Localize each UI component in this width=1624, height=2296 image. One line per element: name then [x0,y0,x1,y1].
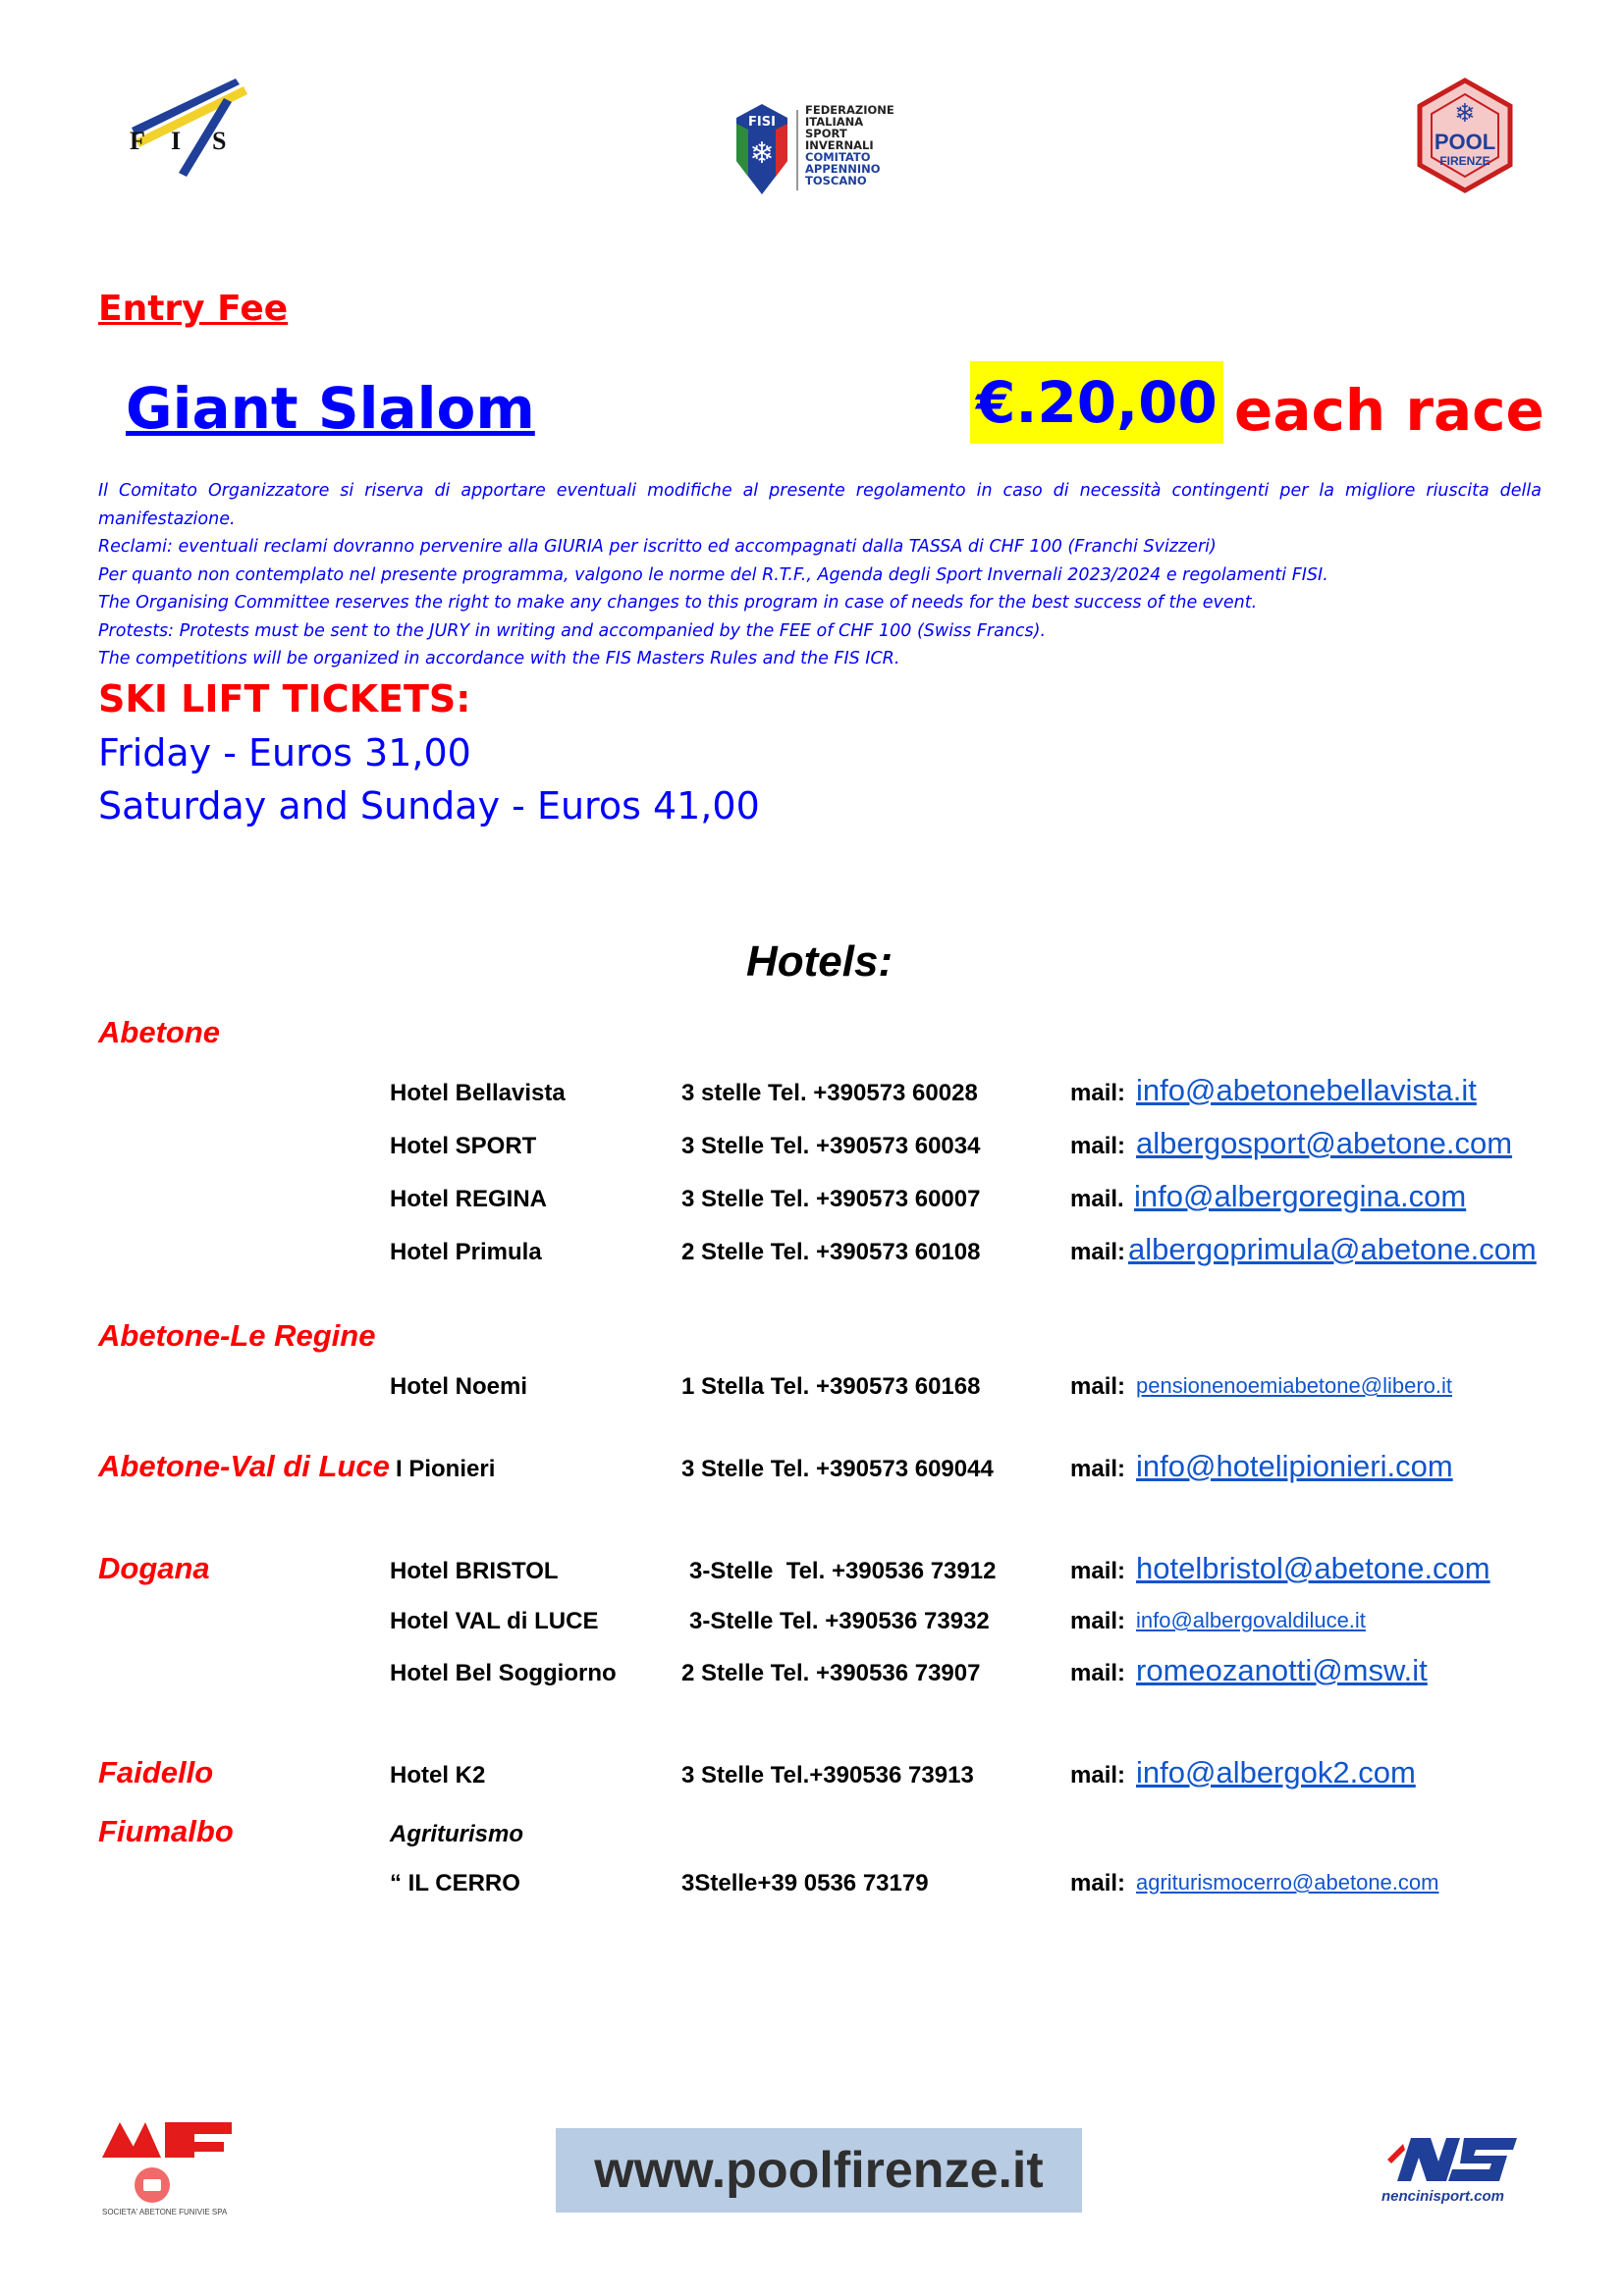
hotel-name: “ IL CERRO [390,1870,520,1896]
hotel-phone: 3 Stelle Tel. +390573 609044 [681,1456,994,1482]
fisi-line: FEDERAZIONE [805,103,894,117]
location-abetone: Abetone [98,1015,220,1049]
pool-logo-text: FIRENZE [1439,154,1490,168]
fis-letter-f: F [130,127,145,155]
abetone-logo-caption: SOCIETA' ABETONE FUNIVIE SPA [102,2208,228,2216]
fisi-line: COMITATO [805,150,871,164]
hotel-name: Agriturismo [390,1821,524,1847]
ski-lift-weekend: Saturday and Sunday - Euros 41,00 [98,784,760,828]
mail-label: mail: [1070,1239,1126,1265]
hotel-name: Hotel BRISTOL [390,1558,559,1584]
hotel-email-link[interactable]: info@abetonebellavista.it [1136,1073,1477,1107]
hotel-phone: 3-Stelle Tel. +390536 73912 [689,1558,997,1584]
location-dogana: Dogana [98,1551,210,1585]
hotel-phone: 2 Stelle Tel. +390573 60108 [681,1239,981,1265]
fisi-line: SPORT [805,127,847,140]
price-per-race: each race [1234,377,1544,444]
entry-fee-heading: Entry Fee [98,289,289,329]
nencini-caption: nencinisport.com [1381,2188,1505,2205]
hotel-name: Hotel Primula [390,1239,542,1265]
hotel-phone: 1 Stella Tel. +390573 60168 [681,1373,981,1400]
hotels-title: Hotels: [746,937,893,986]
hotel-email-link[interactable]: hotelbristol@abetone.com [1136,1551,1490,1585]
hotel-phone: 2 Stelle Tel. +390536 73907 [681,1660,981,1686]
hotel-email-link[interactable]: albergosport@abetone.com [1136,1126,1513,1160]
fis-letter-i: I [171,127,182,155]
mail-label: mail: [1070,1080,1126,1106]
location-faidello: Faidello [98,1755,214,1789]
mail-label: mail: [1070,1608,1126,1634]
mail-label: mail: [1070,1762,1126,1789]
hotel-name: Hotel Bellavista [390,1080,566,1106]
mail-label: mail: [1070,1456,1126,1482]
regulation-notes [98,477,1542,673]
mail-label: mail. [1070,1186,1124,1212]
hotel-email-link[interactable]: agriturismocerro@abetone.com [1136,1870,1439,1895]
hotel-phone: 3 stelle Tel. +390573 60028 [681,1080,978,1106]
hotel-email-link[interactable]: info@albergok2.com [1136,1755,1416,1789]
ski-lift-friday: Friday - Euros 31,00 [98,731,471,774]
mail-label: mail: [1070,1660,1126,1686]
fis-logo [110,71,247,179]
note-line: Reclami: eventuali reclami dovranno pervenire alla GIURIA per iscritto ed accompagnati dalla TASSA di CHF 100 (Franchi Svizzeri) [98,537,1217,557]
hotel-email-link[interactable]: info@albergoregina.com [1134,1179,1467,1213]
hotel-name: Hotel VAL di LUCE [390,1608,599,1634]
price-value: €.20,00 [970,361,1223,444]
mail-label: mail: [1070,1558,1126,1584]
nencini-sport-logo [1370,2130,1537,2209]
website-link[interactable]: www.poolfirenze.it [594,2142,1044,2199]
mail-label: mail: [1070,1373,1126,1400]
pool-firenze-logo [1412,77,1518,194]
mail-label: mail: [1070,1133,1126,1159]
fis-letter-s: S [212,127,227,155]
note-line: Protests: Protests must be sent to the JURY in writing and accompanied by the FEE of CHF 100 (Swiss Francs). [98,620,1047,641]
race-name: Giant Slalom [126,375,535,442]
hotel-email-link[interactable]: albergoprimula@abetone.com [1128,1232,1537,1266]
ski-lift-title: SKI LIFT TICKETS: [98,677,471,721]
note-line: Il Comitato Organizzatore si riserva di apportare eventuali modifiche al presente regolamento in caso di necessità contingenti per la migliore riuscita della manifestazione. [98,481,1542,529]
fisi-logo [729,100,954,198]
hotel-email-link[interactable]: pensionenoemiabetone@libero.it [1136,1373,1452,1398]
hotel-phone: 3-Stelle Tel. +390536 73932 [689,1608,990,1634]
fisi-badge-text: FISI [748,115,776,130]
pool-logo-text: POOL [1434,130,1496,154]
hotel-name: I Pionieri [396,1456,496,1482]
abetone-funivie-logo [98,2112,236,2220]
location-fiumalbo: Fiumalbo [98,1814,234,1848]
mail-label: mail: [1070,1870,1126,1896]
note-line: The competitions will be organized in accordance with the FIS Masters Rules and the FIS ICR. [98,649,900,668]
note-line: The Organising Committee reserves the right to make any changes to this program in case of needs for the best success of the event. [98,593,1258,613]
svg-text:❄: ❄ [749,136,775,171]
location-le-regine: Abetone-Le Regine [98,1318,376,1353]
fisi-line: TOSCANO [805,174,867,187]
hotel-email-link[interactable]: info@hotelipionieri.com [1136,1449,1453,1483]
fisi-line: ITALIANA [805,115,864,129]
hotel-phone: 3 Stelle Tel. +390573 60034 [681,1133,981,1159]
hotel-name: Hotel SPORT [390,1133,537,1159]
location-val-di-luce: Abetone-Val di Luce [98,1449,390,1483]
svg-text:❄: ❄ [1454,99,1476,129]
hotel-name: Hotel K2 [390,1762,486,1789]
hotel-name: Hotel Noemi [390,1373,528,1400]
fisi-line: APPENNINO [805,162,881,176]
hotel-email-link[interactable]: romeozanotti@msw.it [1136,1653,1428,1687]
note-line: Per quanto non contemplato nel presente programma, valgono le norme del R.T.F., Agenda degli Sport Invernali 2023/2024 e regolamenti FISI. [98,564,1328,585]
hotel-name: Hotel REGINA [390,1186,548,1212]
hotel-phone: 3 Stelle Tel. +390573 60007 [681,1186,981,1212]
hotel-phone: 3 Stelle Tel.+390536 73913 [681,1762,974,1789]
hotel-phone: 3Stelle+39 0536 73179 [681,1870,929,1896]
hotel-email-link[interactable]: info@albergovaldiluce.it [1136,1608,1366,1632]
hotel-name: Hotel Bel Soggiorno [390,1660,617,1686]
fisi-line: INVERNALI [805,138,874,152]
